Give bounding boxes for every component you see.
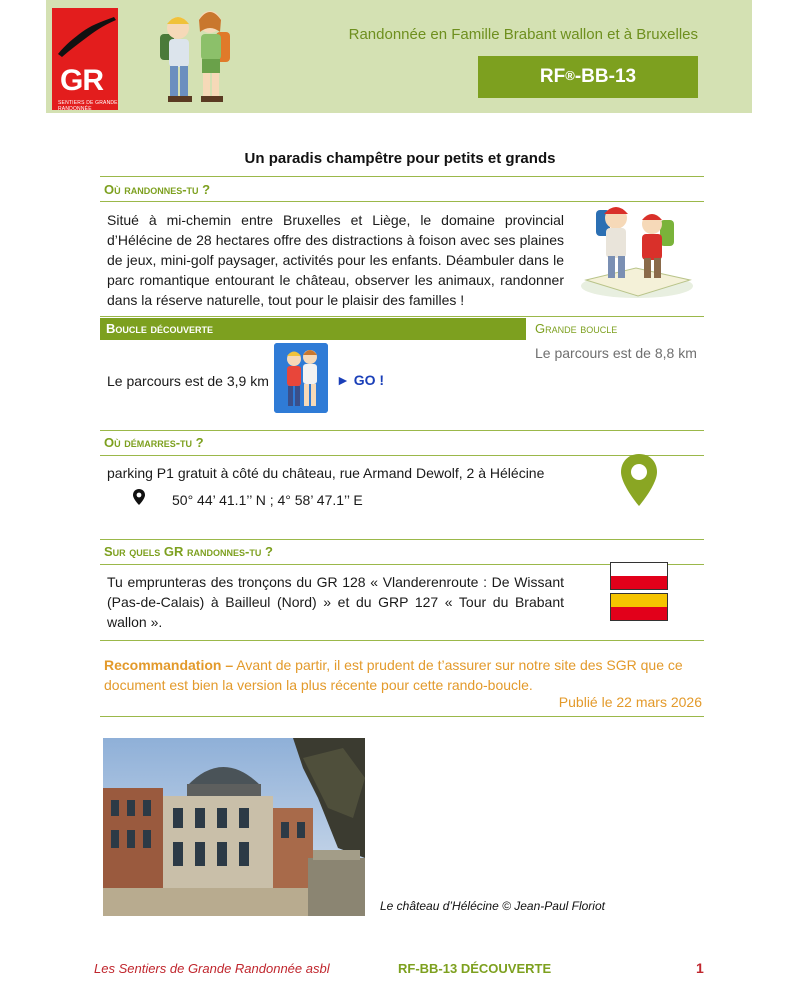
- gr-logo-text: GR: [60, 64, 103, 97]
- where-heading: Où randonnes-tu ?: [104, 182, 211, 197]
- divider: [100, 176, 704, 177]
- kids-reading-map-illustration: [578, 196, 696, 300]
- start-heading: Où démarres-tu ?: [104, 435, 204, 450]
- divider: [526, 316, 704, 317]
- route-code-sup: ®: [565, 67, 575, 83]
- boucle-distance-text: Le parcours est de 3,9 km: [107, 373, 269, 389]
- boucle-decouverte-heading: Boucle découverte: [100, 318, 526, 340]
- location-pin-icon: [619, 452, 659, 508]
- divider: [100, 430, 704, 431]
- chateau-photo: [103, 738, 365, 916]
- route-code-badge: [478, 56, 698, 98]
- page-number: 1: [696, 960, 704, 976]
- divider: [100, 316, 526, 317]
- brush-stroke-icon: [56, 14, 118, 58]
- go-link[interactable]: ► GO !: [336, 372, 385, 388]
- divider: [100, 640, 704, 641]
- divider: [100, 539, 704, 540]
- where-text: Situé à mi-chemin entre Bruxelles et Liège, le domaine provincial d’Hélécine de 28 hectares offre des distractions à foison avec ses plaines de jeux, mini-golf paysager, activités pour les enfants. Déambuler dans le parc romantique entourant le château, observer les animaux, randonner dans la réserve naturelle, tout pour le plaisir des familles !: [107, 212, 564, 308]
- photo-caption: Le château d’Hélécine © Jean-Paul Floriot: [380, 899, 605, 913]
- route-code-suffix: -BB-13: [574, 66, 637, 87]
- grande-boucle-text: Le parcours est de 8,8 km: [535, 345, 697, 361]
- page-header: [46, 0, 752, 113]
- recommendation-body: Avant de partir, il est prudent de t’assurer sur notre site des SGR que ce document est bien la version la plus récente pour cette rando-boucle.: [104, 657, 683, 693]
- hiking-kids-illustration: [154, 4, 244, 108]
- gps-pin-icon: [132, 488, 146, 506]
- footer-organisation: Les Sentiers de Grande Randonnée asbl: [94, 961, 330, 976]
- gr-white-red-marker: [610, 562, 668, 590]
- grande-boucle-heading: Grande boucle: [535, 321, 618, 336]
- divider: [100, 716, 704, 717]
- gps-coordinates: 50° 44’ 41.1’’ N ; 4° 58’ 47.1’’ E: [172, 492, 363, 508]
- divider: [100, 455, 704, 456]
- recommendation-text: [104, 655, 702, 695]
- footer-document-code: RF-BB-13 DÉCOUVERTE: [398, 961, 552, 976]
- gr-logo: [52, 8, 118, 110]
- gr-heading: Sur quels GR randonnes-tu ?: [104, 544, 273, 559]
- start-text: parking P1 gratuit à côté du château, rue Armand Dewolf, 2 à Hélécine: [107, 465, 545, 481]
- route-code-prefix: RF: [539, 66, 566, 87]
- header-title: Randonnée en Famille Brabant wallon et à Bruxelles: [348, 26, 698, 43]
- kids-go-icon: [274, 343, 328, 413]
- grp-yellow-red-marker: [610, 593, 668, 621]
- recommendation-label: Recommandation –: [104, 657, 234, 673]
- page-title: Un paradis champêtre pour petits et grands: [244, 150, 556, 167]
- gr-text: Tu emprunteras des tronçons du GR 128 « Vlanderenroute : De Wissant (Pas-de-Calais) à Bailleul (Nord) » et du GRP 127 « Tour du Brabant wallon ».: [107, 574, 564, 630]
- published-date: Publié le 22 mars 2026: [558, 694, 702, 710]
- gr-logo-subtext: SENTIERS DE GRANDE RANDONNÉE: [58, 100, 118, 110]
